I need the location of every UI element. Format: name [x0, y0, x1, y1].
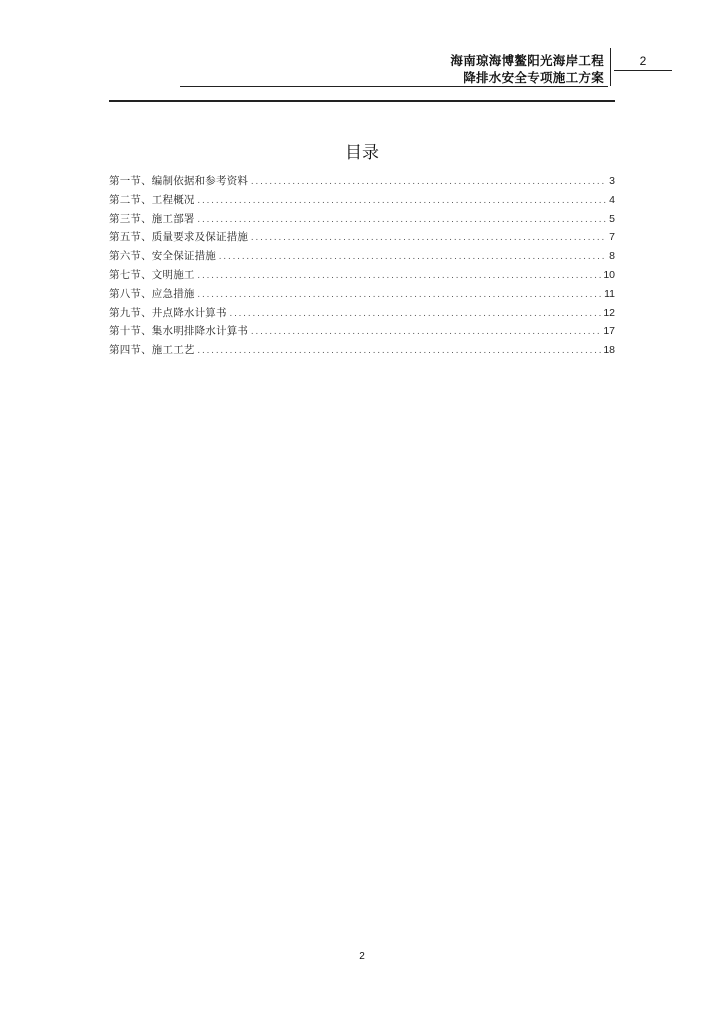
- toc-entry-label: 第七节、文明施工: [109, 268, 195, 281]
- toc-entry-page: 5: [609, 212, 615, 225]
- toc-entry-page: 11: [604, 287, 615, 300]
- toc-dot-leader: [197, 213, 608, 227]
- toc-entry[interactable]: [109, 287, 615, 306]
- header-title-line1: 海南琼海博鳌阳光海岸工程: [450, 53, 604, 68]
- toc-entry[interactable]: [109, 343, 615, 362]
- toc-entry-label: 第五节、质量要求及保证措施: [109, 231, 249, 244]
- header-page-number-rule: [614, 70, 672, 71]
- toc-entry-label: 第六节、安全保证措施: [109, 250, 216, 263]
- toc-entry[interactable]: [109, 306, 615, 325]
- toc-title: 目录: [345, 143, 379, 163]
- toc-entry-label: 第一节、编制依据和参考资料: [109, 175, 249, 187]
- header-page-number: 2: [639, 54, 647, 68]
- toc-entry-label: 第三节、施工部署: [109, 212, 195, 225]
- header-inner-rule: [180, 86, 608, 87]
- header-title-line2: 降排水安全专项施工方案: [463, 70, 604, 85]
- toc-entry-page: 12: [603, 306, 615, 319]
- toc-dot-leader: [197, 344, 602, 358]
- toc-entry[interactable]: [109, 174, 615, 193]
- toc-entry-page: 17: [603, 325, 615, 338]
- toc-entry-page: 3: [609, 175, 615, 187]
- toc-dot-leader: [197, 269, 602, 283]
- toc-entry[interactable]: [109, 249, 615, 268]
- toc-entry[interactable]: [109, 212, 615, 231]
- toc-entry-page: 10: [603, 268, 615, 281]
- toc-entry-label: 第二节、工程概况: [109, 193, 195, 206]
- footer-page-number: 2: [359, 951, 365, 962]
- toc-dot-leader: [250, 325, 601, 339]
- toc-entry-label: 第四节、施工工艺: [109, 344, 195, 357]
- header-vertical-divider: [610, 48, 611, 86]
- header-main-rule: [109, 100, 615, 102]
- toc-entry-page: 18: [603, 344, 615, 357]
- toc-dot-leader: [250, 175, 607, 189]
- toc-entry[interactable]: [109, 324, 615, 343]
- toc-dot-leader: [218, 250, 607, 264]
- toc-entry[interactable]: [109, 268, 615, 287]
- toc-entry-page: 4: [609, 193, 615, 206]
- toc-entry-label: 第八节、应急措施: [109, 287, 195, 300]
- toc-dot-leader: [229, 307, 602, 321]
- toc-entry-page: 7: [609, 231, 615, 244]
- toc-dot-leader: [250, 231, 607, 245]
- toc-entry[interactable]: [109, 193, 615, 212]
- toc-entry-label: 第九节、井点降水计算书: [109, 306, 227, 319]
- toc-entry-page: 8: [609, 250, 615, 263]
- toc-entry[interactable]: [109, 230, 615, 249]
- table-of-contents: [109, 174, 615, 362]
- toc-entry-label: 第十节、集水明排降水计算书: [109, 325, 249, 338]
- toc-dot-leader: [197, 194, 608, 208]
- toc-dot-leader: [197, 288, 602, 302]
